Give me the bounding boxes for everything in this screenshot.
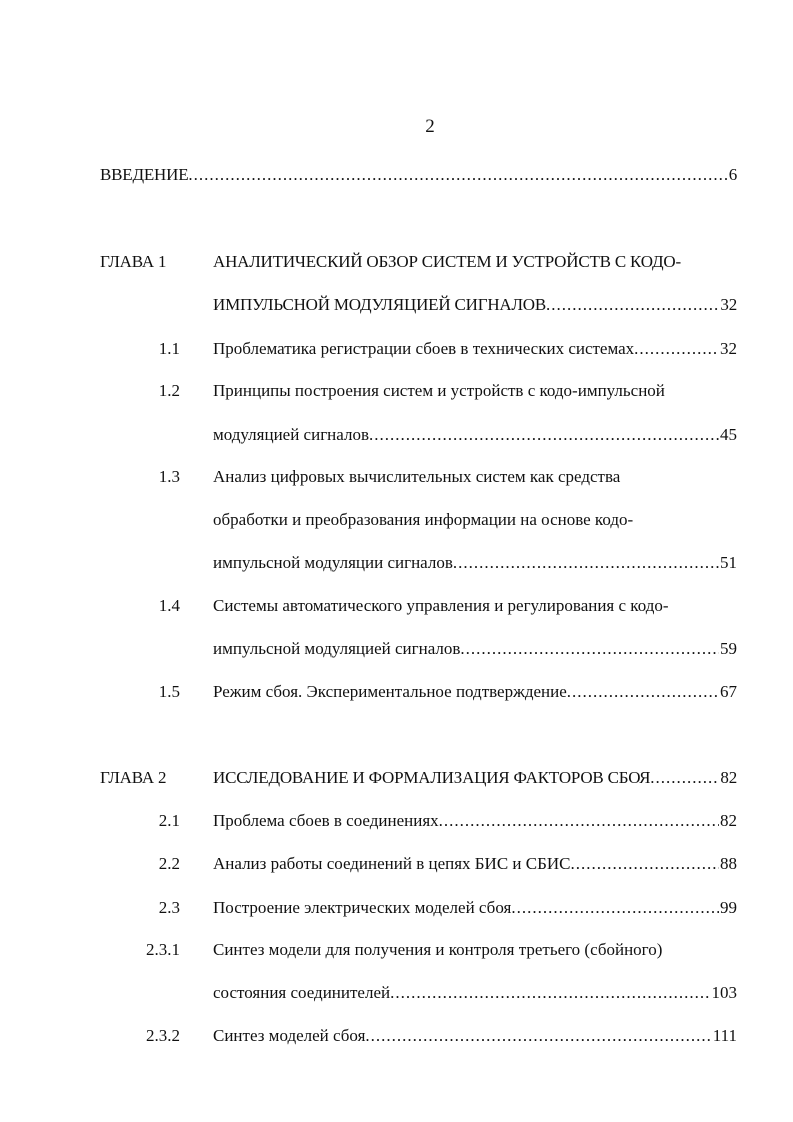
page-number: 2 xyxy=(425,116,435,137)
toc-entry-intro[interactable] xyxy=(100,164,737,186)
toc-entry-section[interactable] xyxy=(213,982,737,1004)
leader-dots xyxy=(460,638,719,660)
section-number: 1.2 xyxy=(158,381,180,400)
toc-entry-section[interactable] xyxy=(213,1025,737,1047)
toc-entry-section[interactable] xyxy=(213,338,737,360)
leader-dots xyxy=(439,810,719,832)
toc-entry-page: 67 xyxy=(720,682,737,701)
section-number: 2.3.2 xyxy=(146,1026,180,1045)
leader-dots xyxy=(650,767,719,789)
toc-entry-page: 32 xyxy=(720,295,737,314)
toc-entry-chapter2[interactable] xyxy=(213,767,737,789)
leader-dots xyxy=(570,853,719,875)
leader-dots xyxy=(634,338,719,360)
toc-entry-chapter1[interactable] xyxy=(213,294,737,316)
leader-dots xyxy=(365,1025,711,1047)
toc-entry-section[interactable] xyxy=(213,638,737,660)
chapter-label: ГЛАВА 1 xyxy=(100,252,167,271)
leader-dots xyxy=(188,164,727,186)
section-title[interactable]: Синтез модели для получения и контроля третьего (сбойного) xyxy=(213,940,663,959)
leader-dots xyxy=(546,294,719,316)
toc-entry-section[interactable] xyxy=(213,681,737,703)
section-number: 2.3.1 xyxy=(146,940,180,959)
toc-entry-page: 88 xyxy=(720,854,737,873)
section-title[interactable]: Системы автоматического управления и регулирования с кодо- xyxy=(213,596,669,615)
toc-entry-section[interactable] xyxy=(213,552,737,574)
section-number: 1.3 xyxy=(158,467,180,486)
toc-entry-page: 32 xyxy=(720,339,737,358)
toc-entry-section[interactable] xyxy=(213,424,737,446)
toc-entry-page: 99 xyxy=(720,898,737,917)
toc-entry-section[interactable] xyxy=(213,810,737,832)
leader-dots xyxy=(453,552,719,574)
section-title: Синтез моделей сбоя xyxy=(213,1026,366,1045)
section-number: 2.2 xyxy=(158,854,180,873)
toc-entry-page: 111 xyxy=(712,1026,737,1045)
section-title: Режим сбоя. Экспериментальное подтверждение xyxy=(213,682,567,701)
section-number: 1.4 xyxy=(158,596,180,615)
section-title: импульсной модуляцией сигналов xyxy=(213,639,461,658)
toc-entry-section[interactable] xyxy=(213,897,737,919)
section-number: 1.1 xyxy=(158,339,180,358)
section-title: Построение электрических моделей сбоя xyxy=(213,898,512,917)
leader-dots xyxy=(511,897,719,919)
leader-dots xyxy=(567,681,719,703)
toc-entry-page: 59 xyxy=(720,639,737,658)
toc-entry-page: 103 xyxy=(711,983,737,1002)
chapter-label: ГЛАВА 2 xyxy=(100,768,167,787)
chapter-title-line: ИМПУЛЬСНОЙ МОДУЛЯЦИЕЙ СИГНАЛОВ xyxy=(213,295,547,314)
toc-entry-section[interactable] xyxy=(213,853,737,875)
section-title[interactable]: Принципы построения систем и устройств с кодо-импульсной xyxy=(213,381,665,400)
toc-entry-title: ВВЕДЕНИЕ xyxy=(100,165,189,184)
section-title[interactable]: Анализ цифровых вычислительных систем как средства xyxy=(213,467,621,486)
toc-entry-page: 82 xyxy=(720,768,737,787)
section-title: Анализ работы соединений в цепях БИС и СБИС xyxy=(213,854,571,873)
toc-entry-page: 6 xyxy=(728,165,737,184)
section-title: состояния соединителей xyxy=(213,983,391,1002)
section-title[interactable]: обработки и преобразования информации на основе кодо- xyxy=(213,510,634,529)
toc-entry-page: 45 xyxy=(720,425,737,444)
toc-entry-page: 51 xyxy=(720,553,737,572)
section-number: 1.5 xyxy=(158,682,180,701)
leader-dots xyxy=(369,424,719,446)
section-title: Проблематика регистрации сбоев в технических системах xyxy=(213,339,635,358)
chapter-title-line[interactable]: АНАЛИТИЧЕСКИЙ ОБЗОР СИСТЕМ И УСТРОЙСТВ С КОДО- xyxy=(213,252,681,271)
section-number: 2.1 xyxy=(158,811,180,830)
section-title: модуляцией сигналов xyxy=(213,425,369,444)
leader-dots xyxy=(390,982,710,1004)
section-number: 2.3 xyxy=(158,898,180,917)
chapter-title-line: ИССЛЕДОВАНИЕ И ФОРМАЛИЗАЦИЯ ФАКТОРОВ СБОЯ xyxy=(213,768,651,787)
section-title: импульсной модуляции сигналов xyxy=(213,553,453,572)
section-title: Проблема сбоев в соединениях xyxy=(213,811,439,830)
toc-entry-page: 82 xyxy=(720,811,737,830)
